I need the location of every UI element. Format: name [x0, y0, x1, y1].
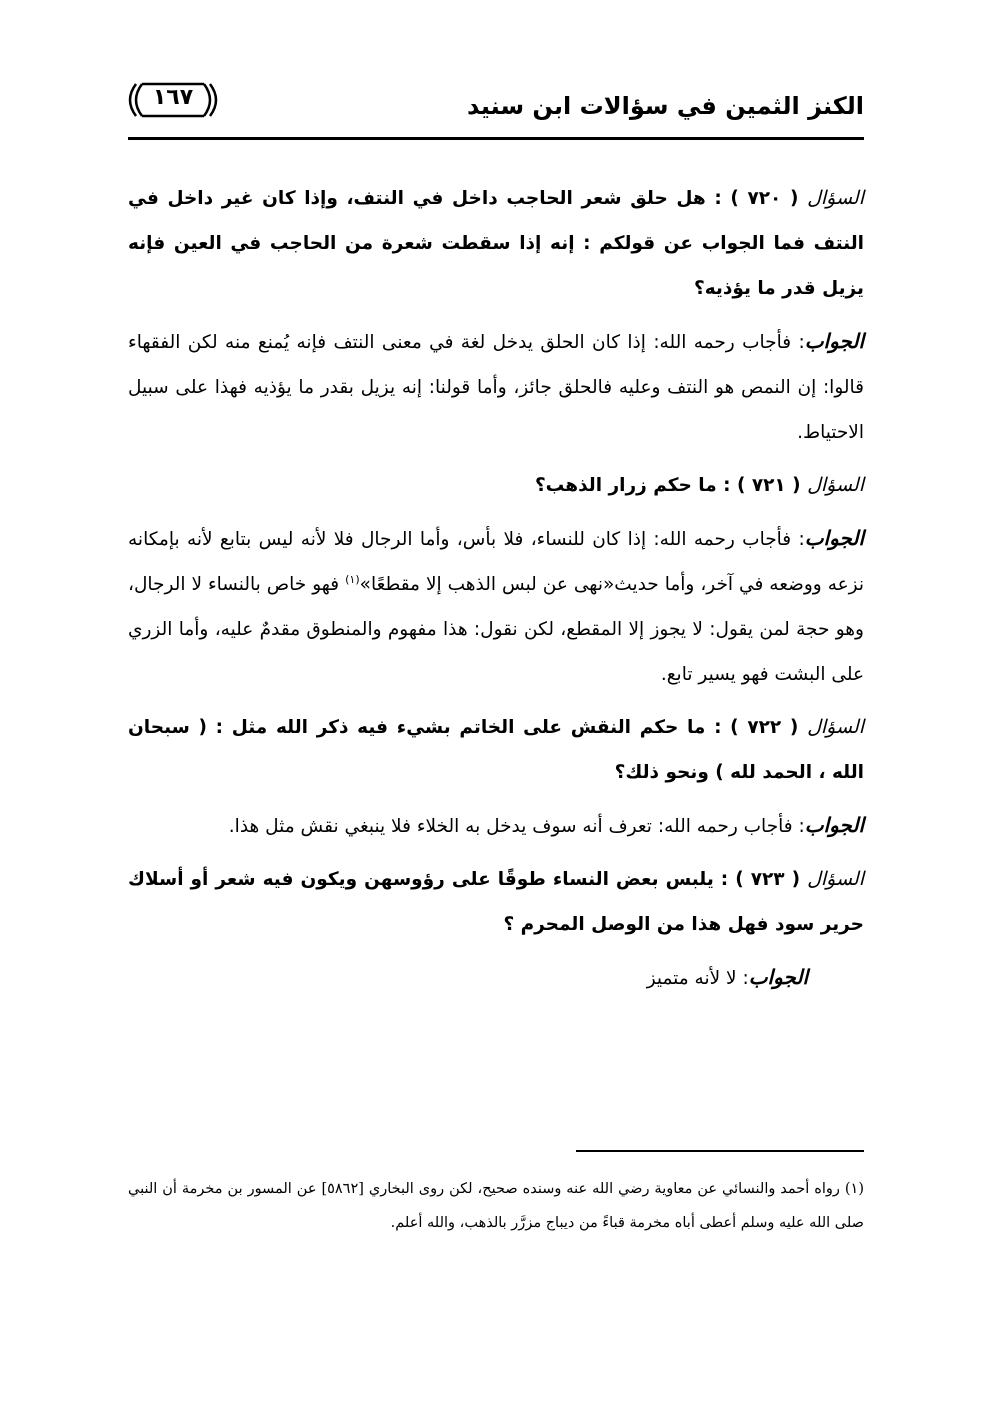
footnote-1: (١) رواه أحمد والنسائي عن معاوية رضي الله عنه وسنده صحيح، لكن روى البخاري [٥٨٦٢] عن المسور بن مخرمة أن النبي صلى الله عليه وسلم أعطى أباه مخرمة قباءً من ديباج مزرَّر بالذهب، والله أعلم. — [128, 1181, 864, 1231]
answer-text-part-1: : فأجاب رحمه الله: إذا كان للنساء، فلا بأس، وأما الرجال فلا لأنه ليس بتابع لأنه بإمكانه نزعه ووضعه في آخر، وأما حديث«نهى عن لبس الذهب إلا مقطعًا» — [128, 529, 865, 595]
answer-722 — [128, 803, 864, 849]
question-721 — [128, 463, 864, 508]
question-text: ( ٧٢٠ ) : هل حلق شعر الحاجب داخل في النتف، وإذا كان غير داخل في النتف فما الجواب عن قولكم : إنه إذا سقطت شعرة من الحاجب في العين فإنه يزيل قدر ما يؤذيه؟ — [128, 188, 864, 299]
footnote-ref[interactable]: (١) — [345, 572, 360, 586]
question-label: السؤال — [807, 474, 864, 496]
answer-text: : لا لأنه متميز — [646, 968, 749, 989]
footnote-rule — [576, 1150, 864, 1152]
question-label: السؤال — [807, 716, 864, 738]
main-content — [128, 176, 864, 1009]
question-723 — [128, 857, 864, 947]
answer-text: : فأجاب رحمه الله: إذا كان الحلق يدخل لغة في معنى النتف فإنه يُمنع منه لكن الفقهاء قالوا: إن النمص هو النتف وعليه فالحلق جائز، وأما قولنا: إنه يزيل بقدر ما يؤذيه فهذا على سبيل الاحتياط. — [128, 332, 864, 443]
answer-text: : فأجاب رحمه الله: تعرف أنه سوف يدخل به الخلاء فلا ينبغي نقش مثل هذا. — [228, 816, 805, 837]
question-720 — [128, 176, 864, 311]
answer-label: الجواب — [804, 526, 864, 550]
question-722 — [128, 705, 864, 795]
question-label: السؤال — [807, 187, 864, 209]
page-number: ١٦٧ — [152, 85, 194, 110]
answer-label: الجواب — [748, 965, 808, 989]
answer-720 — [128, 319, 864, 455]
header-rule — [128, 137, 864, 140]
answer-text-part-2: فهو خاص بالنساء لا الرجال، وهو حجة لمن يقول: لا يجوز إلا المقطع، لكن نقول: هذا مفهوم والمنطوق مقدمٌ عليه، وأما الزري على البشت فهو يسير تابع. — [128, 574, 864, 685]
question-label: السؤال — [807, 868, 864, 890]
answer-721 — [128, 516, 864, 697]
answer-label: الجواب — [804, 813, 864, 837]
answer-723 — [128, 955, 864, 1001]
page-number-frame — [128, 80, 218, 120]
book-title: الكنز الثمين في سؤالات ابن سنيد — [467, 92, 864, 120]
page-header — [128, 78, 864, 138]
answer-label: الجواب — [804, 329, 864, 353]
footnotes — [128, 1172, 864, 1240]
question-text: ( ٧٢١ ) : ما حكم زرار الذهب؟ — [534, 475, 801, 496]
question-text: ( ٧٢٣ ) : يلبس بعض النساء طوقًا على رؤوسهن ويكون فيه شعر أو أسلاك حرير سود فهل هذا من الوصل المحرم ؟ — [128, 869, 864, 935]
question-text: ( ٧٢٢ ) : ما حكم النقش على الخاتم بشيء فيه ذكر الله مثل : ( سبحان الله ، الحمد لله ) ونحو ذلك؟ — [128, 717, 864, 783]
